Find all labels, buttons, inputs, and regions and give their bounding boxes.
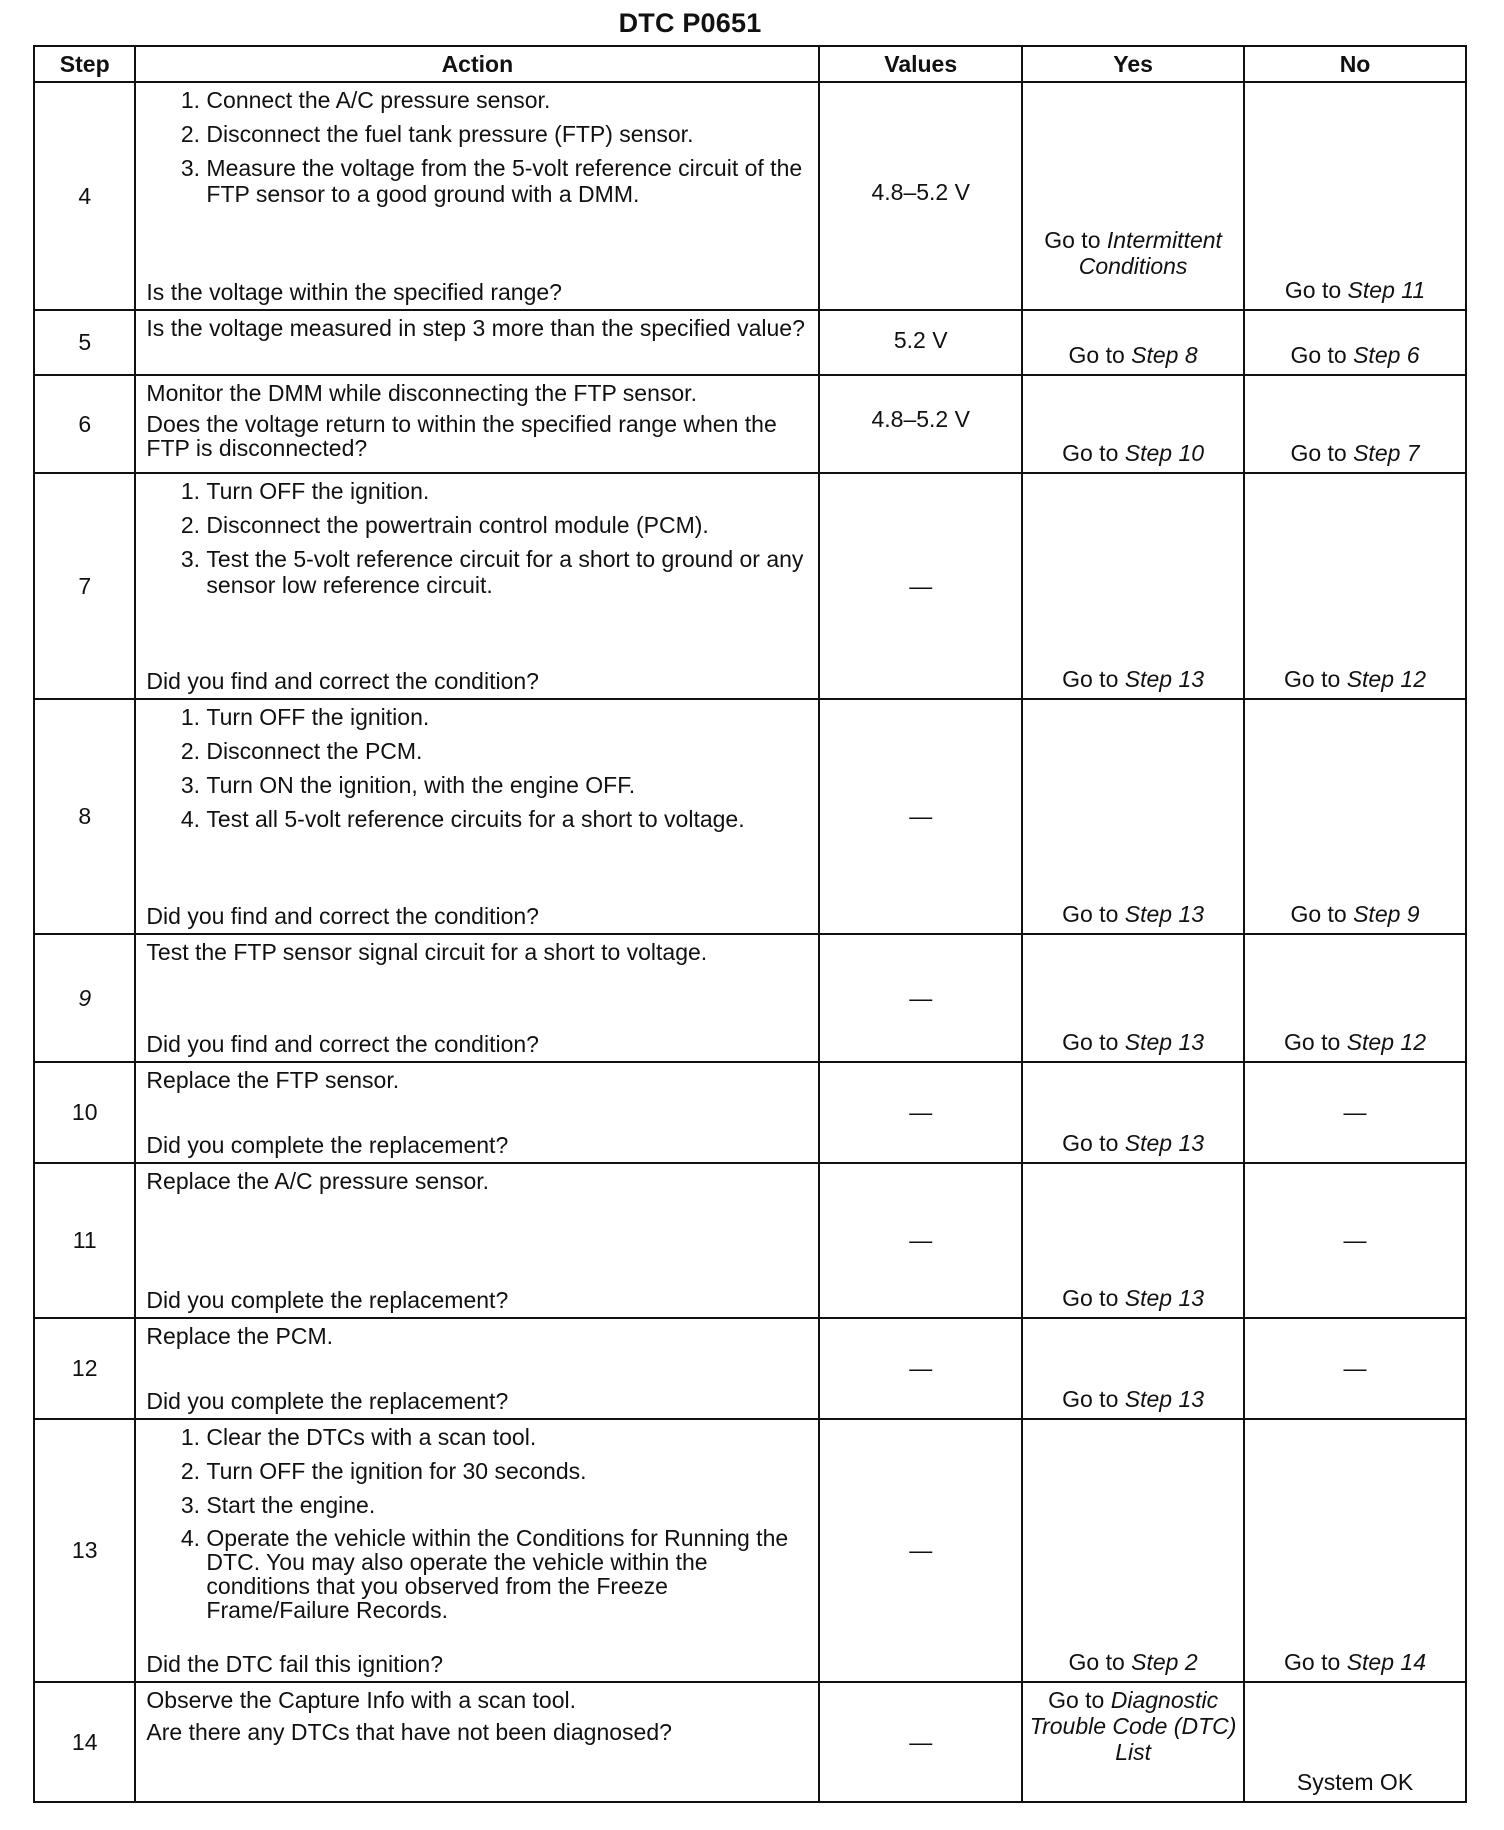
yes-prefix: Go to (1062, 1130, 1119, 1156)
yes-cell (1022, 1318, 1244, 1419)
table-row (34, 375, 1466, 473)
action-step: 3. Measure the voltage from the 5-volt reference circuit of the FTP sensor to a good ground with a DMM. (206, 155, 808, 207)
no-ref: Step 14 (1346, 1649, 1426, 1675)
no-prefix: Go to (1284, 1649, 1341, 1675)
action-cell (135, 1318, 819, 1419)
action-step: 2. Disconnect the powertrain control module (PCM). (206, 512, 808, 538)
yes-cell (1022, 375, 1244, 473)
action-question: Did you complete the replacement? (146, 1388, 509, 1414)
yes-prefix: Go to (1062, 1285, 1119, 1311)
header-yes: Yes (1022, 46, 1244, 82)
values-text: — (909, 1227, 933, 1253)
yes-prefix: Go to (1062, 901, 1119, 927)
yes-link[interactable] (1023, 901, 1243, 927)
no-cell (1244, 310, 1466, 375)
values-text: — (909, 572, 933, 599)
action-step: 4. Test all 5-volt reference circuits for a short to voltage. (206, 806, 808, 832)
values-cell (819, 1163, 1022, 1318)
values-cell (819, 1419, 1022, 1682)
no-cell (1244, 934, 1466, 1062)
yes-link[interactable] (1023, 342, 1243, 368)
yes-ref: Step 13 (1124, 1029, 1205, 1055)
yes-cell (1022, 473, 1244, 699)
no-ref: Step 7 (1353, 440, 1420, 466)
action-text: Observe the Capture Info with a scan tool. (146, 1687, 576, 1713)
action-step: 1. Clear the DTCs with a scan tool. (206, 1424, 808, 1450)
table-row (34, 934, 1466, 1062)
yes-cell (1022, 934, 1244, 1062)
action-steps (146, 478, 808, 598)
step-number: 7 (34, 473, 135, 699)
table-row (34, 473, 1466, 699)
values-text: 4.8–5.2 V (871, 406, 970, 432)
values-text: — (909, 1099, 933, 1125)
action-step: 3. Test the 5-volt reference circuit for a short to ground or any sensor low reference circuit. (206, 546, 808, 598)
yes-cell (1022, 82, 1244, 310)
action-step: 4. Operate the vehicle within the Conditions for Running the DTC. You may also operate the vehicle within the conditions that you observed from the Freeze Frame/Failure Records. (206, 1526, 808, 1622)
action-text: Is the voltage measured in step 3 more than the specified value? (146, 315, 805, 341)
header-step: Step (34, 46, 135, 82)
yes-link[interactable] (1023, 1683, 1243, 1765)
action-question: Did the DTC fail this ignition? (146, 1651, 443, 1677)
action-step: 2. Turn OFF the ignition for 30 seconds. (206, 1458, 808, 1484)
values-text: — (909, 1355, 933, 1381)
values-text: — (909, 1537, 933, 1563)
action-text: Replace the FTP sensor. (146, 1067, 400, 1093)
no-text: — (1343, 1099, 1367, 1125)
action-question: Is the voltage within the specified range? (146, 279, 562, 305)
no-link[interactable] (1245, 342, 1465, 368)
no-link[interactable] (1245, 440, 1465, 466)
values-cell (819, 1318, 1022, 1419)
no-cell (1244, 1062, 1466, 1163)
action-text: Monitor the DMM while disconnecting the FTP sensor. (146, 380, 697, 406)
action-step: 3. Start the engine. (206, 1492, 808, 1518)
no-cell (1244, 82, 1466, 310)
header-action: Action (135, 46, 819, 82)
action-question: Did you complete the replacement? (146, 1287, 509, 1313)
no-link[interactable] (1245, 277, 1465, 303)
action-step: 3. Turn ON the ignition, with the engine OFF. (206, 772, 808, 798)
no-ref: Step 11 (1347, 277, 1426, 303)
no-cell (1244, 1318, 1466, 1419)
no-ref: Step 9 (1353, 901, 1420, 927)
yes-ref: Step 13 (1124, 901, 1205, 927)
yes-cell (1022, 699, 1244, 934)
no-link[interactable] (1245, 1029, 1465, 1055)
yes-link[interactable] (1023, 1649, 1243, 1675)
yes-ref: Intermittent Conditions (1078, 227, 1222, 279)
values-cell (819, 473, 1022, 699)
action-cell (135, 82, 819, 310)
no-cell (1244, 473, 1466, 699)
yes-prefix: Go to (1062, 1386, 1119, 1412)
yes-ref: Step 13 (1124, 666, 1205, 692)
header-no: No (1244, 46, 1466, 82)
yes-link[interactable] (1023, 227, 1243, 279)
no-prefix: Go to (1290, 440, 1347, 466)
step-number: 14 (34, 1682, 135, 1802)
action-question: Did you find and correct the condition? (146, 903, 539, 929)
action-step: 2. Disconnect the fuel tank pressure (FTP) sensor. (206, 121, 808, 147)
yes-prefix: Go to (1068, 342, 1125, 368)
action-cell (135, 1163, 819, 1318)
action-question: Does the voltage return to within the specified range when the FTP is disconnected? (146, 411, 777, 461)
no-text: System OK (1296, 1769, 1414, 1795)
action-step: 1. Turn OFF the ignition. (206, 478, 808, 504)
values-cell (819, 82, 1022, 310)
step-number: 6 (34, 375, 135, 473)
values-cell (819, 934, 1022, 1062)
values-cell (819, 310, 1022, 375)
table-row (34, 1419, 1466, 1682)
action-cell (135, 473, 819, 699)
yes-prefix: Go to (1062, 1029, 1119, 1055)
no-link[interactable] (1245, 901, 1465, 927)
yes-link[interactable] (1023, 1130, 1243, 1156)
yes-ref: Step 13 (1124, 1285, 1205, 1311)
action-question: Did you complete the replacement? (146, 1132, 509, 1158)
action-cell (135, 699, 819, 934)
step-number: 10 (34, 1062, 135, 1163)
step-number: 9 (34, 934, 135, 1062)
no-prefix: Go to (1284, 1029, 1341, 1055)
action-question: Did you find and correct the condition? (146, 1031, 539, 1057)
values-cell (819, 375, 1022, 473)
yes-ref: Step 13 (1124, 1130, 1205, 1156)
table-header-row (34, 46, 1466, 82)
no-cell (1244, 375, 1466, 473)
values-text: — (909, 984, 933, 1011)
no-ref: Step 12 (1346, 1029, 1426, 1055)
table-row (34, 1682, 1466, 1802)
yes-cell (1022, 1419, 1244, 1682)
yes-ref: Step 13 (1124, 1386, 1205, 1412)
step-number: 4 (34, 82, 135, 310)
no-text: — (1343, 1227, 1367, 1253)
action-cell (135, 1062, 819, 1163)
yes-ref: Step 2 (1131, 1649, 1198, 1675)
no-prefix: Go to (1284, 277, 1342, 303)
action-text: Test the FTP sensor signal circuit for a short to voltage. (146, 939, 708, 965)
page-title: DTC P0651 (618, 8, 762, 38)
action-question: Are there any DTCs that have not been diagnosed? (146, 1719, 672, 1745)
action-step: 1. Turn OFF the ignition. (206, 704, 808, 730)
diagnostic-table (33, 45, 1467, 1803)
step-number: 12 (34, 1318, 135, 1419)
table-row (34, 1318, 1466, 1419)
yes-prefix: Go to (1062, 440, 1119, 466)
action-cell (135, 934, 819, 1062)
values-cell (819, 1682, 1022, 1802)
yes-prefix: Go to (1048, 1687, 1105, 1713)
step-number: 5 (34, 310, 135, 375)
yes-cell (1022, 1682, 1244, 1802)
action-step: 1. Connect the A/C pressure sensor. (206, 87, 808, 113)
yes-link[interactable] (1023, 1285, 1243, 1311)
action-text: Replace the PCM. (146, 1323, 334, 1349)
action-cell (135, 310, 819, 375)
yes-ref: Diagnostic Trouble Code (DTC) List (1029, 1687, 1237, 1765)
yes-cell (1022, 1062, 1244, 1163)
table-row (34, 699, 1466, 934)
table-row (34, 310, 1466, 375)
no-link[interactable] (1245, 666, 1465, 692)
no-ref: Step 12 (1346, 666, 1426, 692)
values-text: — (909, 1728, 933, 1755)
step-number: 8 (34, 699, 135, 934)
yes-cell (1022, 310, 1244, 375)
no-cell (1244, 1163, 1466, 1318)
values-cell (819, 699, 1022, 934)
action-text: Replace the A/C pressure sensor. (146, 1168, 490, 1194)
values-cell (819, 1062, 1022, 1163)
step-number: 13 (34, 1419, 135, 1682)
table-row (34, 1163, 1466, 1318)
yes-link[interactable] (1023, 440, 1243, 466)
no-prefix: Go to (1290, 901, 1347, 927)
table-row (34, 1062, 1466, 1163)
yes-link[interactable] (1023, 666, 1243, 692)
no-cell (1244, 1419, 1466, 1682)
action-step: 2. Disconnect the PCM. (206, 738, 808, 764)
yes-link[interactable] (1023, 1029, 1243, 1055)
action-cell (135, 1682, 819, 1802)
yes-prefix: Go to (1062, 666, 1119, 692)
no-prefix: Go to (1284, 666, 1341, 692)
yes-ref: Step 8 (1131, 342, 1198, 368)
yes-link[interactable] (1023, 1386, 1243, 1412)
yes-cell (1022, 1163, 1244, 1318)
no-link[interactable] (1245, 1649, 1465, 1675)
no-ref: Step 6 (1353, 342, 1420, 368)
action-question: Did you find and correct the condition? (146, 668, 539, 694)
yes-prefix: Go to (1044, 227, 1101, 253)
no-text: — (1343, 1355, 1367, 1381)
values-text: 5.2 V (893, 327, 948, 353)
action-steps (146, 87, 808, 207)
table-row (34, 82, 1466, 310)
action-steps (146, 704, 808, 832)
action-steps (146, 1424, 808, 1622)
no-cell (1244, 699, 1466, 934)
yes-prefix: Go to (1068, 1649, 1125, 1675)
no-cell (1244, 1682, 1466, 1802)
step-number: 11 (34, 1163, 135, 1318)
action-cell (135, 1419, 819, 1682)
values-text: — (909, 803, 933, 829)
action-cell (135, 375, 819, 473)
yes-ref: Step 10 (1124, 440, 1205, 466)
header-values: Values (819, 46, 1022, 82)
no-prefix: Go to (1290, 342, 1347, 368)
values-text: 4.8–5.2 V (871, 179, 970, 205)
